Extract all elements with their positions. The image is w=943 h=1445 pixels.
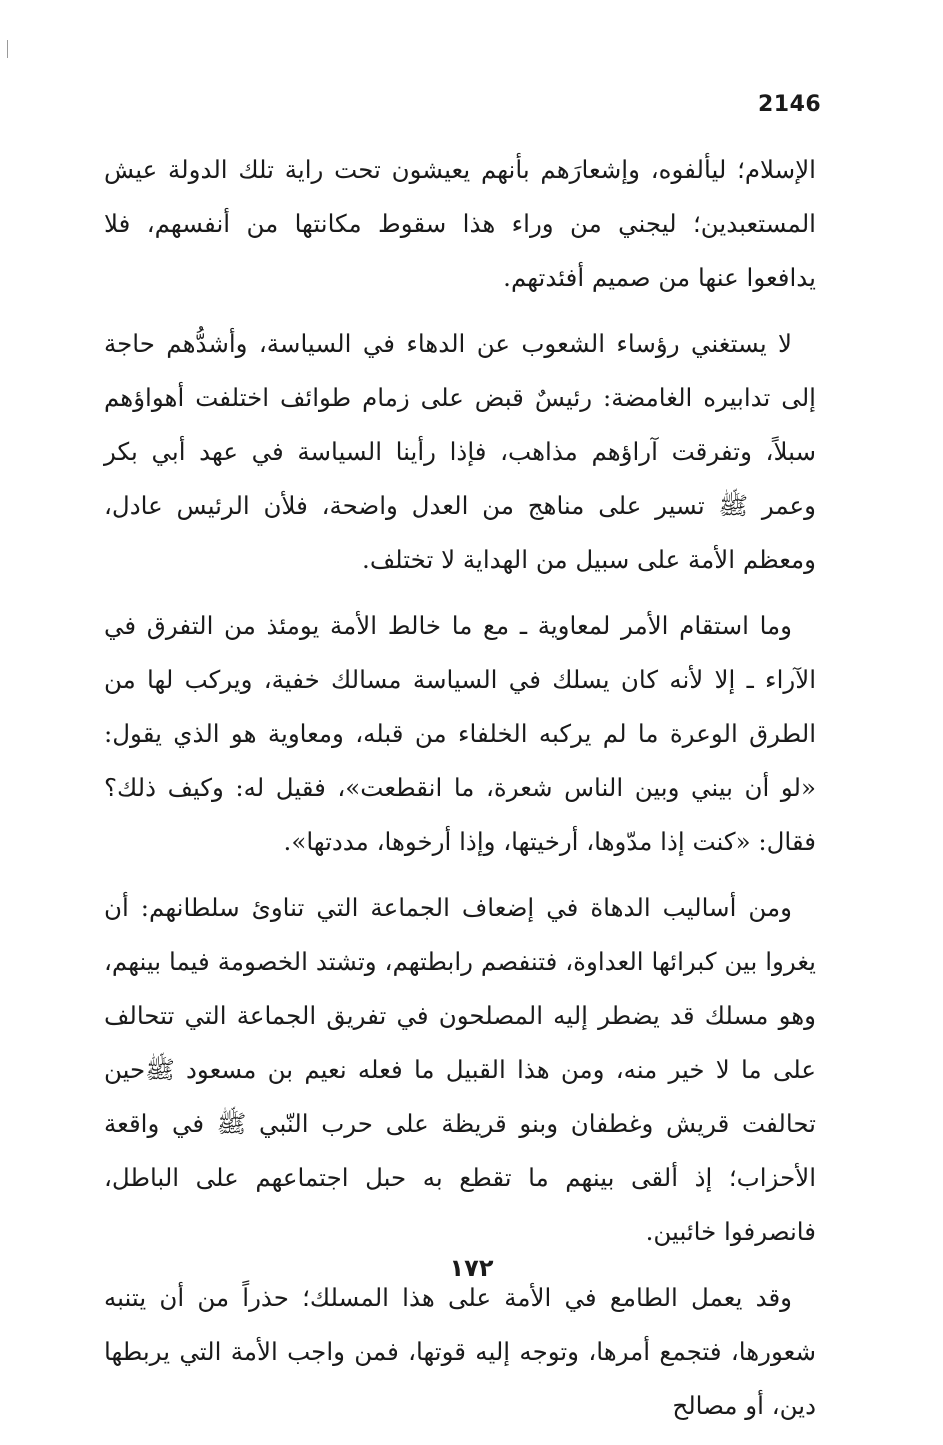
scan-edge-mark (7, 40, 8, 58)
body-text (104, 143, 816, 1445)
paragraph-3: وما استقام الأمر لمعاوية ـ مع ما خالط الأمة يومئذ من التفرق في الآراء ـ إلا لأنه كان يسلك في السياسة مسالك خفية، ويركب لها من الطرق الوعرة ما لم يركبه الخلفاء من قبله، ومعاوية هو الذي يقول: «لو أن بيني وبين الناس شعرة، ما انقطعت»، فقيل له: وكيف ذلك؟ فقال: «كنت إذا مدّوها، أرخيتها، وإذا أرخوها، مددتها». (104, 611, 816, 856)
paragraph-4: ومن أساليب الدهاة في إضعاف الجماعة التي تناوئ سلطانهم: أن يغروا بين كبرائها العداوة، فتنفصم رابطتهم، وتشتد الخصومة فيما بينهم، وهو مسلك قد يضطر إليه المصلحون في تفريق الجماعة التي تتحالف على ما لا خير منه، ومن هذا القبيل ما فعله نعيم بن مسعود ﷺحين تحالفت قريش وغطفان وبنو قريظة على حرب النّبي ﷺ في واقعة الأحزاب؛ إذ ألقى بينهم ما تقطع به حبل اجتماعهم على الباطل، فانصرفوا خائبين. (104, 893, 816, 1246)
paragraph-2: لا يستغني رؤساء الشعوب عن الدهاء في السياسة، وأشدُّهم حاجة إلى تدابيره الغامضة: رئيسٌ قبض على زمام طوائف اختلفت أهواؤهم سبلاً، وتفرقت آراؤهم مذاهب، فإذا رأينا السياسة في عهد أبي بكر وعمر ﷺ تسير على مناهج من العدل واضحة، فلأن الرئيس عادل، ومعظم الأمة على سبيل من الهداية لا تختلف. (104, 329, 816, 574)
paragraph-1: الإسلام؛ ليألفوه، وإشعارَهم بأنهم يعيشون تحت راية تلك الدولة عيش المستعبدين؛ ليجني من وراء هذا سقوط مكانتها من أنفسهم، فلا يدافعوا عنها من صميم أفئدتهم. (104, 155, 816, 292)
page-number-bottom: ١٧٢ (449, 1254, 494, 1282)
page-number-top: 2146 (758, 92, 822, 117)
paragraph-5: وقد يعمل الطامع في الأمة على هذا المسلك؛ حذراً من أن يتنبه شعورها، فتجمع أمرها، وتوجه إليه قوتها، فمن واجب الأمة التي يربطها دين، أو مصالح (104, 1283, 816, 1420)
